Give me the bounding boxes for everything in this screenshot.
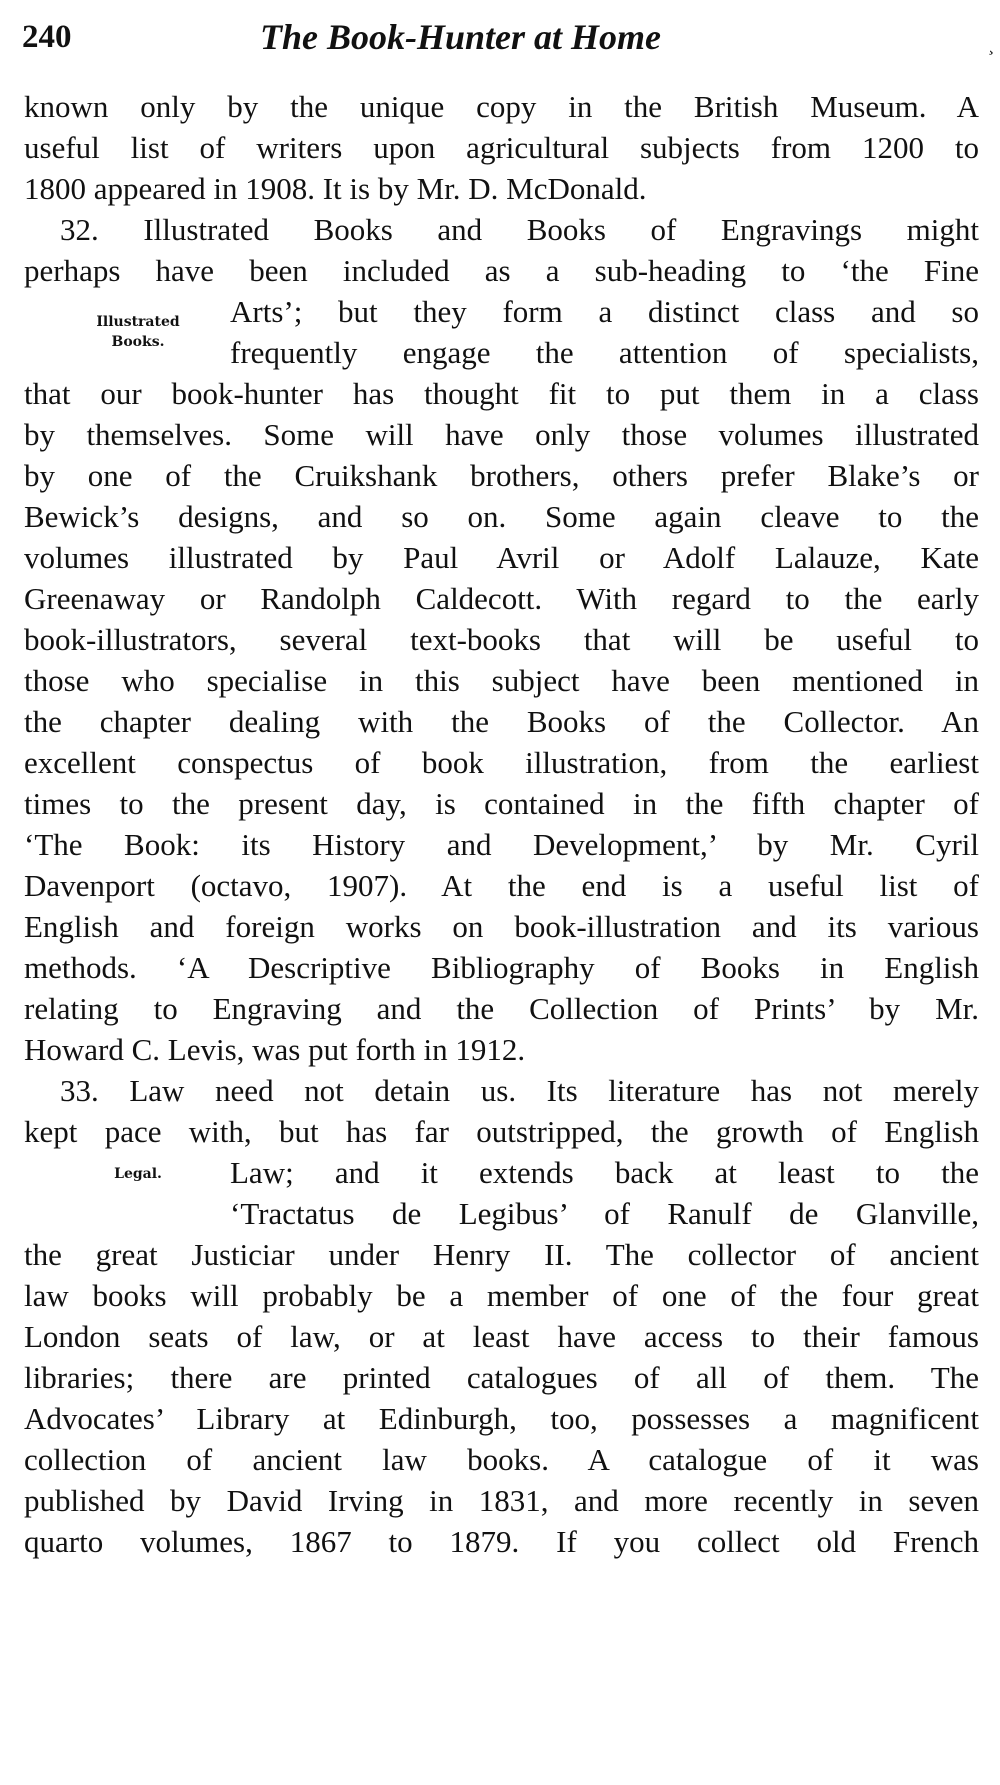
text-line: volumes illustrated by Paul Avril or Adolf Lalauze, Kate [24, 540, 979, 575]
stray-mark: ¸ [988, 35, 994, 55]
text-line: Greenaway or Randolph Caldecott. With regard to the early [24, 581, 979, 616]
text-line: frequently engage the attention of specialists, [230, 335, 979, 370]
margin-note-legal: Legal. [114, 1166, 162, 1182]
text-line: the chapter dealing with the Books of the Collector. An [24, 704, 979, 739]
text-line: libraries; there are printed catalogues of all of them. The [24, 1360, 979, 1395]
text-line: Davenport (octavo, 1907). At the end is a useful list of [24, 868, 979, 903]
text-line: Arts’; but they form a distinct class and so [230, 294, 979, 329]
text-line: that our book-hunter has thought fit to put them in a class [24, 376, 979, 411]
page-number: 240 [22, 19, 72, 55]
text-line: ‘The Book: its History and Development,’ by Mr. Cyril [24, 827, 979, 862]
page-header [22, 12, 982, 62]
text-line: 32. Illustrated Books and Books of Engravings might [60, 212, 979, 247]
text-line: quarto volumes, 1867 to 1879. If you collect old French [24, 1524, 979, 1559]
text-line: methods. ‘A Descriptive Bibliography of Books in English [24, 950, 979, 985]
text-line: ‘Tractatus de Legibus’ of Ranulf de Glanville, [230, 1196, 979, 1231]
text-line: English and foreign works on book-illustration and its various [24, 909, 979, 944]
running-head: The Book-Hunter at Home [260, 17, 662, 57]
text-line: by one of the Cruikshank brothers, others prefer Blake’s or [24, 458, 979, 493]
text-line: 1800 appeared in 1908. It is by Mr. D. McDonald. [24, 171, 647, 206]
text-line: Bewick’s designs, and so on. Some again cleave to the [24, 499, 979, 534]
text-line: Howard C. Levis, was put forth in 1912. [24, 1032, 526, 1067]
text-line: perhaps have been included as a sub-heading to ‘the Fine [24, 253, 979, 288]
text-line: 33. Law need not detain us. Its literature has not merely [60, 1073, 979, 1108]
text-line: law books will probably be a member of one of the four great [24, 1278, 979, 1313]
text-line: collection of ancient law books. A catalogue of it was [24, 1442, 979, 1477]
text-line: the great Justiciar under Henry II. The collector of ancient [24, 1237, 979, 1272]
text-line: relating to Engraving and the Collection of Prints’ by Mr. [24, 991, 979, 1026]
text-line: those who specialise in this subject have been mentioned in [24, 663, 979, 698]
text-line: by themselves. Some will have only those volumes illustrated [24, 417, 979, 452]
text-line: Law; and it extends back at least to the [230, 1155, 979, 1190]
text-line: excellent conspectus of book illustration, from the earliest [24, 745, 979, 780]
text-line: kept pace with, but has far outstripped, the growth of English [24, 1114, 979, 1149]
text-line: London seats of law, or at least have access to their famous [24, 1319, 979, 1354]
margin-note-books: Books. [111, 334, 165, 350]
text-line: times to the present day, is contained in the fifth chapter of [24, 786, 979, 821]
text-line: useful list of writers upon agricultural subjects from 1200 to [24, 130, 979, 165]
text-line: published by David Irving in 1831, and more recently in seven [24, 1483, 979, 1518]
text-line: Advocates’ Library at Edinburgh, too, possesses a magnificent [24, 1401, 979, 1436]
margin-note-illustrated: Illustrated [96, 314, 180, 330]
text-line: known only by the unique copy in the British Museum. A [24, 89, 979, 124]
text-line: book-illustrators, several text-books that will be useful to [24, 622, 979, 657]
